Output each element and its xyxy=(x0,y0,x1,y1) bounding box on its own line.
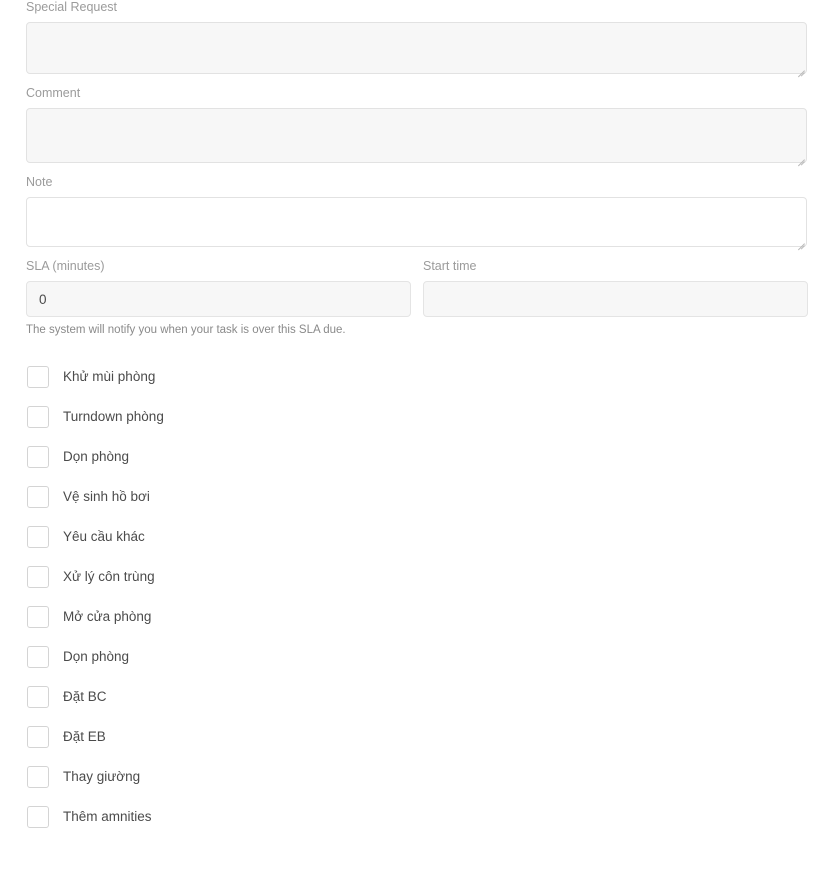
special-request-input[interactable] xyxy=(26,22,807,74)
checklist-item[interactable] xyxy=(26,477,807,517)
checkbox-icon[interactable] xyxy=(27,526,49,548)
checklist-item[interactable] xyxy=(26,517,807,557)
checklist-item-label: Mở cửa phòng xyxy=(63,609,152,625)
special-request-input-wrap xyxy=(26,22,807,74)
checklist-item-label: Khử mùi phòng xyxy=(63,369,156,385)
checklist-item-label: Thay giường xyxy=(63,769,141,785)
checkbox-icon[interactable] xyxy=(27,446,49,468)
checkbox-icon[interactable] xyxy=(27,806,49,828)
checklist-item[interactable] xyxy=(26,757,807,797)
note-field xyxy=(26,175,807,247)
checklist-item-label: Xử lý côn trùng xyxy=(63,569,155,585)
checklist-item-label: Turndown phòng xyxy=(63,409,164,425)
sla-label: SLA (minutes) xyxy=(26,259,105,273)
note-input[interactable] xyxy=(26,197,807,247)
sla-input[interactable] xyxy=(26,281,411,317)
checklist-item[interactable] xyxy=(26,397,807,437)
special-request-label: Special Request xyxy=(26,0,118,14)
checklist xyxy=(26,357,807,837)
checklist-item[interactable] xyxy=(26,677,807,717)
comment-input-wrap xyxy=(26,108,807,163)
comment-field xyxy=(26,86,807,163)
checkbox-icon[interactable] xyxy=(27,486,49,508)
sla-field xyxy=(26,259,411,317)
checklist-item[interactable] xyxy=(26,597,807,637)
sla-helper-text: The system will notify you when your task is over this SLA due. xyxy=(26,324,346,336)
checkbox-icon[interactable] xyxy=(27,726,49,748)
checklist-item[interactable] xyxy=(26,637,807,677)
start-time-input[interactable] xyxy=(423,281,808,317)
checklist-item-label: Dọn phòng xyxy=(63,449,130,465)
checklist-item-label: Dọn phòng xyxy=(63,649,130,665)
checkbox-icon[interactable] xyxy=(27,606,49,628)
checklist-item-label: Đặt BC xyxy=(63,689,107,705)
checkbox-icon[interactable] xyxy=(27,366,49,388)
checklist-item[interactable] xyxy=(26,557,807,597)
note-label: Note xyxy=(26,175,53,189)
start-time-label: Start time xyxy=(423,259,477,273)
checkbox-icon[interactable] xyxy=(27,406,49,428)
checkbox-icon[interactable] xyxy=(27,646,49,668)
checklist-item-label: Thêm amnities xyxy=(63,809,152,825)
checklist-item[interactable] xyxy=(26,437,807,477)
sla-start-row xyxy=(26,259,807,317)
checklist-item-label: Vệ sinh hồ bơi xyxy=(63,489,150,505)
checklist-item[interactable] xyxy=(26,357,807,397)
comment-label: Comment xyxy=(26,86,81,100)
checkbox-icon[interactable] xyxy=(27,566,49,588)
checkbox-icon[interactable] xyxy=(27,686,49,708)
checklist-item-label: Đặt EB xyxy=(63,729,106,745)
checklist-item[interactable] xyxy=(26,717,807,757)
start-time-field xyxy=(423,259,808,317)
special-request-field xyxy=(26,0,807,74)
checkbox-icon[interactable] xyxy=(27,766,49,788)
comment-input[interactable] xyxy=(26,108,807,163)
checklist-item[interactable] xyxy=(26,797,807,837)
checklist-item-label: Yêu cầu khác xyxy=(63,529,145,545)
note-input-wrap xyxy=(26,197,807,247)
